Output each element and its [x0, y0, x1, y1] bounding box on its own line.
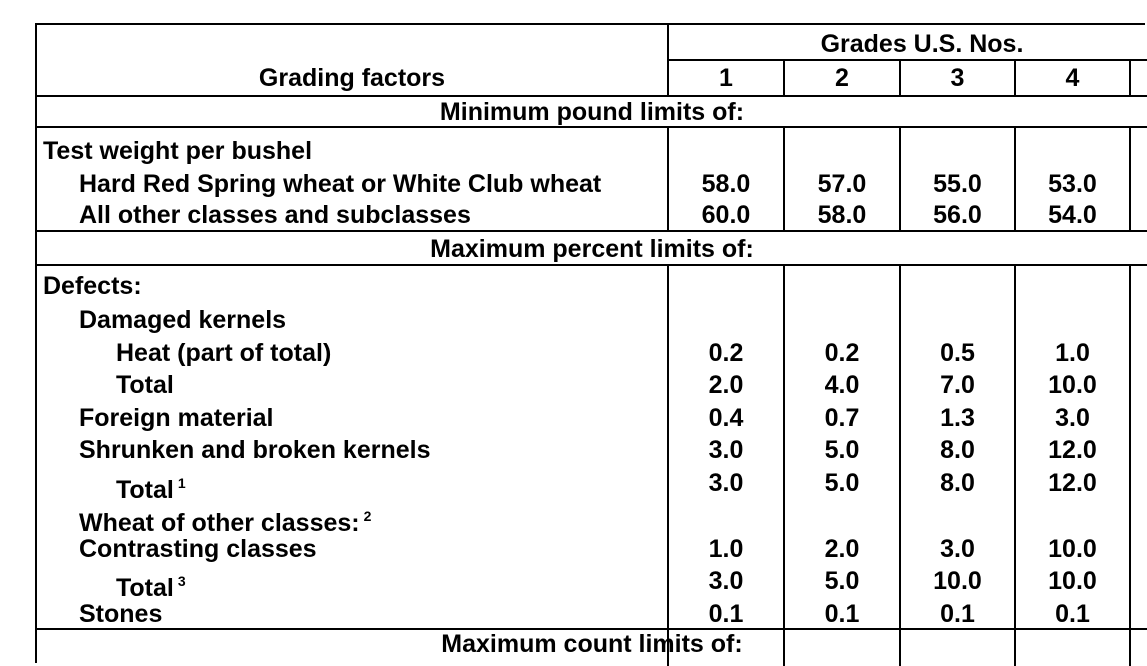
- defects-total-value-1: 3.0: [708, 469, 744, 497]
- foreign-material-value-1: 0.4: [708, 404, 744, 432]
- hrs-label: Hard Red Spring wheat or White Club wheat: [79, 170, 602, 198]
- contrasting-classes-label: Contrasting classes: [79, 535, 317, 563]
- other-classes-value-3: 56.0: [933, 201, 982, 229]
- shrunken-broken-label: Shrunken and broken kernels: [79, 436, 431, 464]
- damaged-total-label: Total: [116, 371, 174, 399]
- stones-value-2: 0.1: [824, 600, 860, 628]
- stones-label: Stones: [79, 600, 163, 628]
- hrs-value-2: 57.0: [817, 170, 867, 198]
- foreign-material-value-2: 0.7: [824, 404, 860, 432]
- contrasting-classes-value-2: 2.0: [824, 535, 860, 563]
- defects-total-label: Total: [116, 476, 174, 504]
- other-classes-total-label: Total: [116, 574, 174, 602]
- grade-number-2: 2: [835, 64, 849, 92]
- shrunken-broken-value-4: 12.0: [1048, 436, 1097, 464]
- other-classes-total-value-4: 10.0: [1048, 567, 1097, 595]
- hrs-value-4: 53.0: [1048, 170, 1097, 198]
- minimum-limits-heading: Minimum pound limits of:: [439, 98, 745, 126]
- contrasting-classes-value-1: 1.0: [708, 535, 744, 563]
- grade-number-3: 3: [950, 64, 965, 92]
- other-classes-value-4: 54.0: [1048, 201, 1097, 229]
- foreign-material-value-3: 1.3: [940, 404, 975, 432]
- grade-number-4: 4: [1065, 64, 1080, 92]
- grading-factors-header: Grading factors: [258, 64, 446, 92]
- heat-label: Heat (part of total): [116, 339, 332, 367]
- col-divider-grade-4: [1129, 61, 1131, 97]
- heat-value-3: 0.5: [940, 339, 975, 367]
- damaged-kernels-label: Damaged kernels: [79, 306, 287, 334]
- wheat-other-classes-label: Wheat of other classes:: [79, 509, 360, 537]
- other-classes-total-value-1: 3.0: [708, 567, 744, 595]
- other-classes-label: All other classes and subclasses: [79, 201, 471, 229]
- damaged-total-value-2: 4.0: [824, 371, 860, 399]
- other-classes-value-1: 60.0: [701, 201, 751, 229]
- defects-total-value-4: 12.0: [1048, 469, 1097, 497]
- maximum-count-heading-cutoff: Maximum count limits of:: [441, 630, 743, 658]
- heat-value-2: 0.2: [824, 339, 860, 367]
- grading-table: [35, 23, 1145, 663]
- defects-total-value-3: 8.0: [940, 469, 975, 497]
- damaged-total-value-1: 2.0: [708, 371, 744, 399]
- shrunken-broken-value-1: 3.0: [708, 436, 744, 464]
- col-divider-grade-4: [1129, 128, 1131, 230]
- other-classes-total-value-2: 5.0: [824, 567, 860, 595]
- col-divider-grade-4: [1129, 266, 1131, 666]
- stones-value-4: 0.1: [1055, 600, 1090, 628]
- damaged-total-value-3: 7.0: [940, 371, 975, 399]
- defects-total-value-2: 5.0: [824, 469, 860, 497]
- shrunken-broken-value-3: 8.0: [940, 436, 975, 464]
- other-classes-value-2: 58.0: [817, 201, 867, 229]
- test-weight-label: Test weight per bushel: [43, 137, 313, 165]
- grade-number-1: 1: [719, 64, 733, 92]
- maximum-limits-heading: Maximum percent limits of:: [430, 235, 754, 263]
- hrs-value-1: 58.0: [701, 170, 751, 198]
- foreign-material-value-4: 3.0: [1055, 404, 1090, 432]
- stones-value-1: 0.1: [708, 600, 744, 628]
- shrunken-broken-value-2: 5.0: [824, 436, 860, 464]
- hrs-value-3: 55.0: [933, 170, 982, 198]
- other-classes-total-value-3: 10.0: [933, 567, 982, 595]
- foreign-material-label: Foreign material: [79, 404, 274, 432]
- footnote-marker-1: 1: [177, 475, 186, 491]
- defects-label: Defects:: [43, 272, 142, 300]
- contrasting-classes-value-3: 3.0: [940, 535, 975, 563]
- heat-value-1: 0.2: [708, 339, 744, 367]
- grades-header: Grades U.S. Nos.: [820, 30, 1024, 58]
- stones-value-3: 0.1: [940, 600, 975, 628]
- heat-value-4: 1.0: [1055, 339, 1090, 367]
- contrasting-classes-value-4: 10.0: [1048, 535, 1097, 563]
- footnote-marker-2: 2: [363, 508, 372, 524]
- footnote-marker-3: 3: [177, 573, 186, 589]
- damaged-total-value-4: 10.0: [1048, 371, 1097, 399]
